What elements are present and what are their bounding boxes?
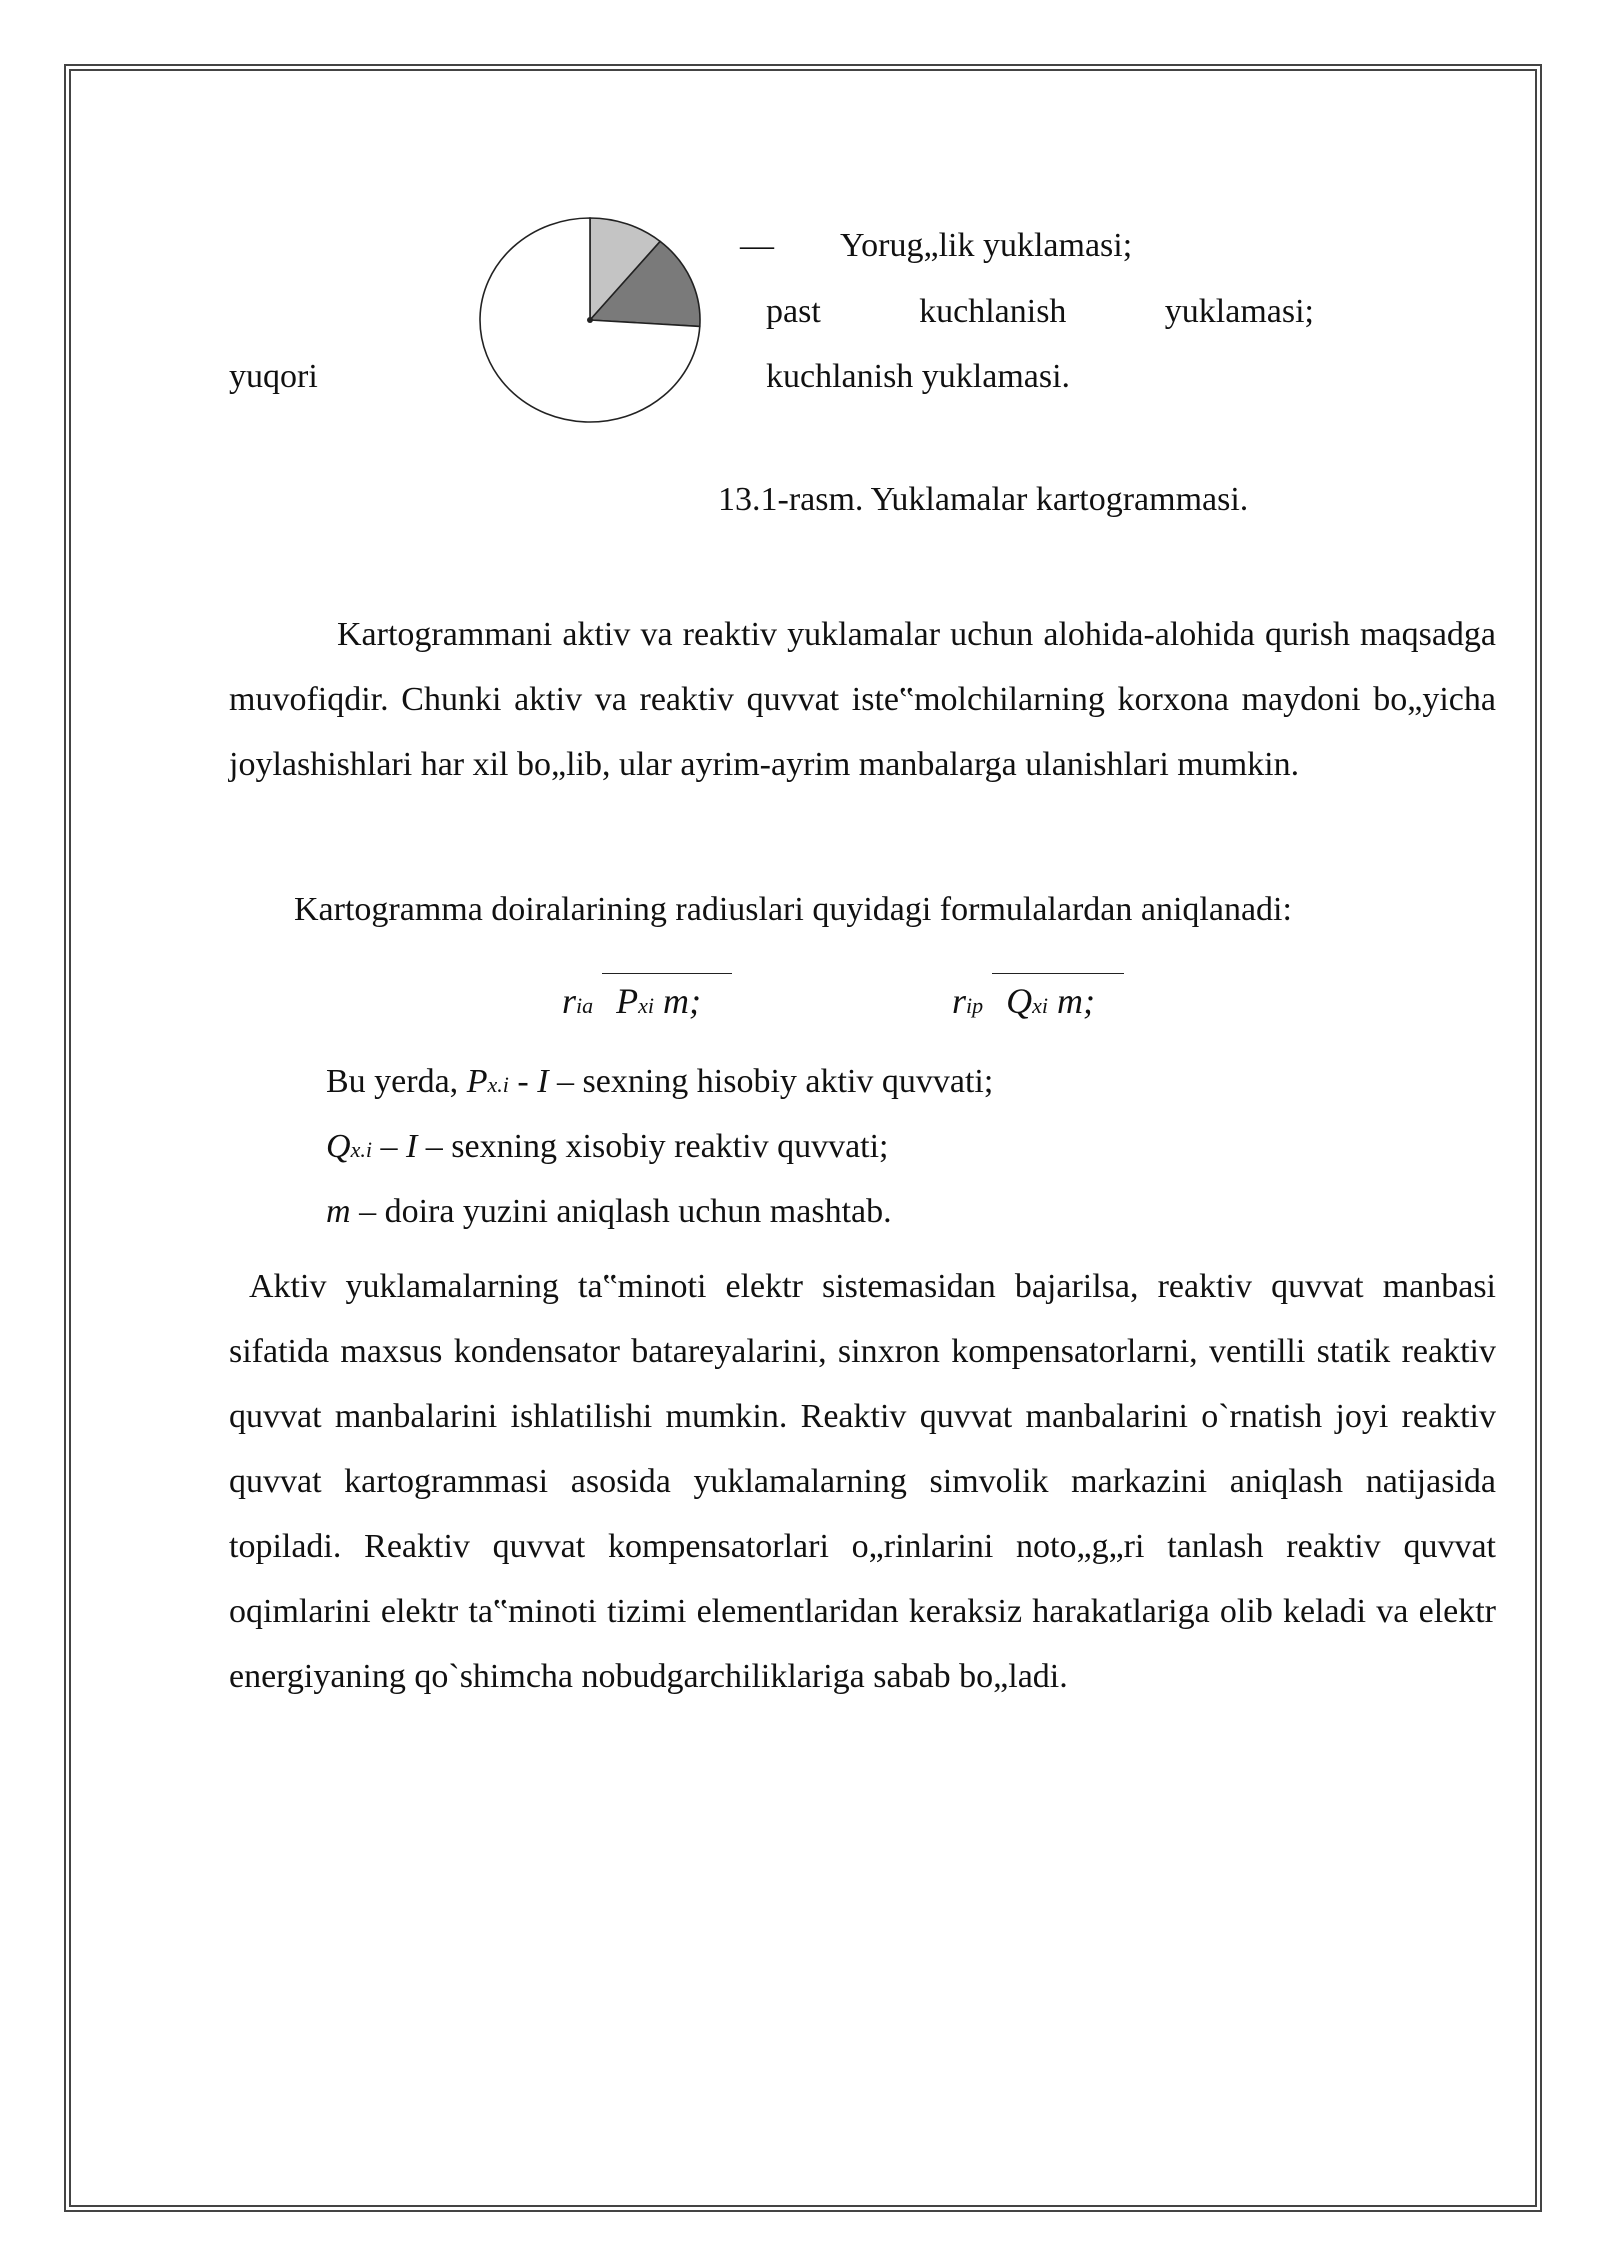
kartogramma-pie-chart <box>470 215 710 430</box>
legend-line-3: kuchlanish yuklamasi. <box>766 358 1071 395</box>
definition-px <box>326 1062 993 1105</box>
formula-radical <box>602 981 701 1026</box>
formula-radical <box>992 981 1095 1026</box>
definition-subscript: x.i <box>487 1072 509 1097</box>
figure-caption: 13.1-rasm. Yuklamalar kartogrammasi. <box>718 481 1249 518</box>
legend-word: kuchlanish <box>919 293 1067 330</box>
definition-text: – doira yuzini aniqlash uchun mashtab. <box>350 1193 892 1230</box>
definition-variable: Q <box>326 1128 351 1165</box>
paragraph-1: Kartogrammani aktiv va reaktiv yuklamalar uchun alohida-alohida qurish maqsadga muvofiqdir. Chunki aktiv va reaktiv quvvat iste‟molchilarning korxona maydoni bo„yicha joylashishlari har xil bo„lib, ular ayrim-ayrim manbalarga ulanishlari mumkin. <box>229 616 1496 783</box>
definition-index: I <box>537 1063 549 1100</box>
formula-subscript: ia <box>576 993 594 1018</box>
legend-line-1: Yorug„lik yuklamasi; <box>840 227 1133 264</box>
formula-tail: m; <box>663 981 702 1021</box>
radical-bar <box>992 973 1124 974</box>
formula-ria <box>562 981 701 1026</box>
definition-subscript: x.i <box>350 1137 372 1162</box>
formula-symbol: r <box>562 981 577 1021</box>
definition-text: – sexning xisobiy reaktiv quvvati; <box>417 1128 889 1165</box>
pie-center-dot <box>587 317 593 323</box>
formula-subscript: xi <box>638 993 655 1018</box>
radical-bar <box>602 973 732 974</box>
definition-dash: - <box>508 1063 538 1100</box>
paragraph-2: Kartogramma doiralarining radiuslari quyidagi formulalardan aniqlanadi: <box>294 891 1292 928</box>
formula-variable: P <box>616 981 639 1021</box>
formula-tail: m; <box>1057 981 1096 1021</box>
legend-line-2 <box>766 292 1314 332</box>
definition-qx <box>326 1127 889 1170</box>
definition-index: I <box>405 1128 418 1165</box>
definition-variable: P <box>466 1063 488 1100</box>
formula-subscript: xi <box>1032 993 1049 1018</box>
definition-m <box>326 1192 892 1232</box>
formula-variable: Q <box>1006 981 1033 1021</box>
formula-rip <box>952 981 1095 1026</box>
definition-dash: – <box>371 1128 406 1165</box>
legend-left-word: yuqori <box>229 358 318 395</box>
formula-subscript: ip <box>966 993 984 1018</box>
formula-symbol: r <box>952 981 967 1021</box>
definition-text: – sexning hisobiy aktiv quvvati; <box>548 1063 994 1100</box>
legend-word: past <box>766 293 821 330</box>
legend-word: yuklamasi; <box>1164 293 1314 330</box>
paragraph-3: Aktiv yuklamalarning ta‟minoti elektr sistemasidan bajarilsa, reaktiv quvvat manbasi sifatida maxsus kondensator batareyalarini, sinxron kompensatorlarni, ventilli statik reaktiv quvvat manbalarini ishlatilishi mumkin. Reaktiv quvvat manbalarini o`rnatish joyi reaktiv quvvat kartogrammasi asosida yuklamalarning simvolik markazini aniqlash natijasida topiladi. Reaktiv quvvat kompensatorlari o„rinlarini noto„g„ri tanlash reaktiv quvvat oqimlarini elektr ta‟minoti tizimi elementlaridan keraksiz harakatlariga olib keladi va elektr energiyaning qo`shimcha nobudgarchiliklariga sabab bo„ladi. <box>229 1268 1496 1695</box>
definition-prefix: Bu yerda, <box>326 1063 467 1100</box>
legend-dash: — <box>740 227 774 264</box>
definition-variable: m <box>326 1193 351 1230</box>
